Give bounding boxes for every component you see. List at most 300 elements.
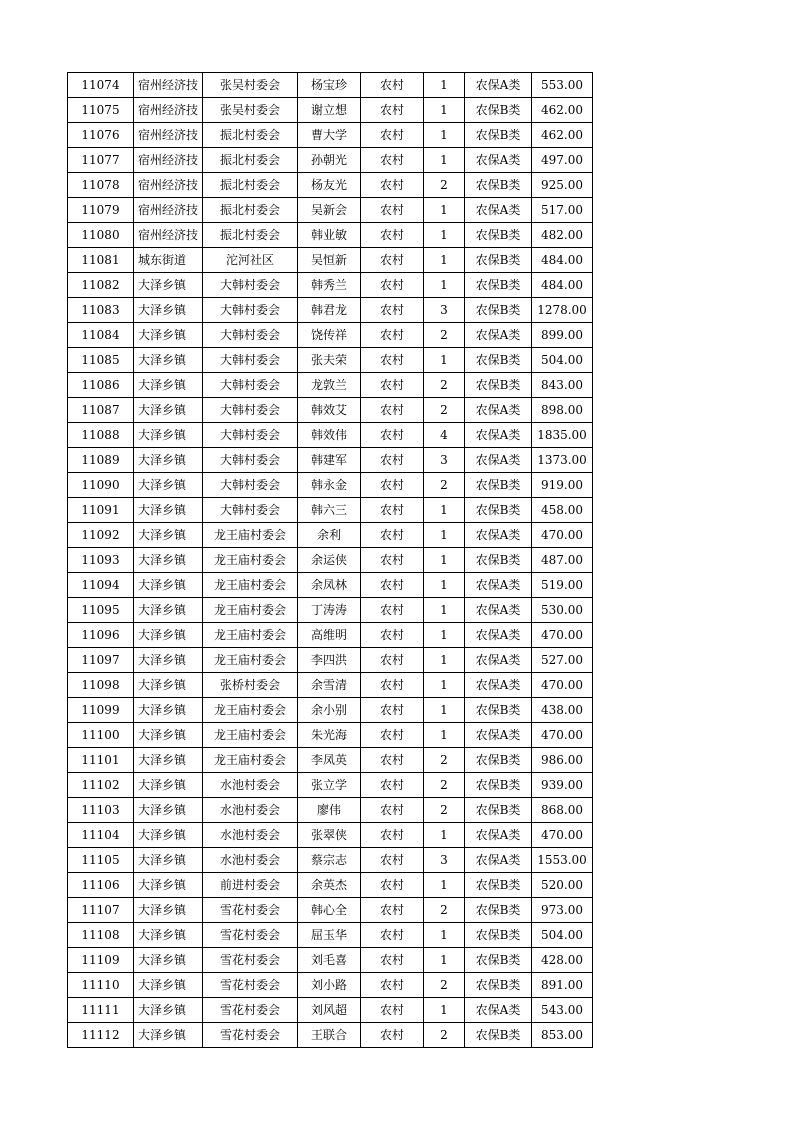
name-cell: 张立学 [298,773,361,798]
village-cell: 振北村委会 [203,223,298,248]
table-row [68,123,593,148]
household-type-cell: 农村 [361,373,424,398]
name-cell: 王联合 [298,1023,361,1048]
insurance-category-cell: 农保B类 [465,698,532,723]
amount-cell: 487.00 [532,548,593,573]
amount-cell: 520.00 [532,873,593,898]
record-id-cell: 11110 [68,973,134,998]
village-cell: 张吴村委会 [203,73,298,98]
household-type-cell: 农村 [361,148,424,173]
person-count-cell: 2 [424,173,465,198]
name-cell: 余小别 [298,698,361,723]
household-type-cell: 农村 [361,998,424,1023]
village-cell: 雪花村委会 [203,948,298,973]
town-cell: 大泽乡镇 [134,973,203,998]
amount-cell: 497.00 [532,148,593,173]
name-cell: 余利 [298,523,361,548]
record-id-cell: 11106 [68,873,134,898]
table-row [68,323,593,348]
person-count-cell: 1 [424,123,465,148]
town-cell: 大泽乡镇 [134,273,203,298]
village-cell: 振北村委会 [203,173,298,198]
name-cell: 吴恒新 [298,248,361,273]
table-row [68,373,593,398]
amount-cell: 484.00 [532,273,593,298]
village-cell: 大韩村委会 [203,348,298,373]
table-row [68,598,593,623]
record-id-cell: 11100 [68,723,134,748]
record-id-cell: 11112 [68,1023,134,1048]
table-row [68,523,593,548]
person-count-cell: 1 [424,548,465,573]
town-cell: 大泽乡镇 [134,898,203,923]
record-id-cell: 11084 [68,323,134,348]
table-row [68,898,593,923]
name-cell: 杨宝珍 [298,73,361,98]
record-id-cell: 11096 [68,623,134,648]
amount-cell: 470.00 [532,723,593,748]
table-row [68,173,593,198]
household-type-cell: 农村 [361,98,424,123]
town-cell: 大泽乡镇 [134,698,203,723]
household-type-cell: 农村 [361,948,424,973]
village-cell: 大韩村委会 [203,398,298,423]
amount-cell: 484.00 [532,248,593,273]
insurance-category-cell: 农保A类 [465,998,532,1023]
roster-body [68,73,593,1048]
name-cell: 韩秀兰 [298,273,361,298]
name-cell: 丁涛涛 [298,598,361,623]
person-count-cell: 1 [424,248,465,273]
insurance-category-cell: 农保B类 [465,1023,532,1048]
insurance-category-cell: 农保B类 [465,348,532,373]
village-cell: 振北村委会 [203,123,298,148]
record-id-cell: 11103 [68,798,134,823]
insurance-category-cell: 农保A类 [465,398,532,423]
town-cell: 大泽乡镇 [134,573,203,598]
record-id-cell: 11085 [68,348,134,373]
person-count-cell: 1 [424,223,465,248]
name-cell: 韩永金 [298,473,361,498]
name-cell: 张翠侠 [298,823,361,848]
record-id-cell: 11074 [68,73,134,98]
town-cell: 大泽乡镇 [134,498,203,523]
amount-cell: 504.00 [532,923,593,948]
person-count-cell: 1 [424,348,465,373]
town-cell: 大泽乡镇 [134,798,203,823]
table-row [68,498,593,523]
name-cell: 韩效艾 [298,398,361,423]
name-cell: 韩业敏 [298,223,361,248]
town-cell: 大泽乡镇 [134,748,203,773]
household-type-cell: 农村 [361,598,424,623]
name-cell: 饶传祥 [298,323,361,348]
record-id-cell: 11111 [68,998,134,1023]
table-row [68,348,593,373]
insurance-category-cell: 农保A类 [465,423,532,448]
household-type-cell: 农村 [361,548,424,573]
roster-table [67,72,593,1048]
amount-cell: 925.00 [532,173,593,198]
table-row [68,548,593,573]
town-cell: 大泽乡镇 [134,648,203,673]
table-row [68,848,593,873]
village-cell: 大韩村委会 [203,498,298,523]
household-type-cell: 农村 [361,348,424,373]
record-id-cell: 11108 [68,923,134,948]
table-row [68,1023,593,1048]
insurance-category-cell: 农保B类 [465,973,532,998]
household-type-cell: 农村 [361,173,424,198]
person-count-cell: 1 [424,273,465,298]
record-id-cell: 11077 [68,148,134,173]
amount-cell: 939.00 [532,773,593,798]
household-type-cell: 农村 [361,73,424,98]
record-id-cell: 11082 [68,273,134,298]
town-cell: 宿州经济技 [134,73,203,98]
record-id-cell: 11104 [68,823,134,848]
person-count-cell: 3 [424,298,465,323]
town-cell: 大泽乡镇 [134,398,203,423]
table-row [68,748,593,773]
record-id-cell: 11098 [68,673,134,698]
insurance-category-cell: 农保A类 [465,198,532,223]
record-id-cell: 11093 [68,548,134,573]
household-type-cell: 农村 [361,673,424,698]
village-cell: 张吴村委会 [203,98,298,123]
amount-cell: 899.00 [532,323,593,348]
insurance-category-cell: 农保A类 [465,823,532,848]
town-cell: 大泽乡镇 [134,948,203,973]
record-id-cell: 11075 [68,98,134,123]
household-type-cell: 农村 [361,873,424,898]
town-cell: 大泽乡镇 [134,623,203,648]
household-type-cell: 农村 [361,773,424,798]
insurance-category-cell: 农保B类 [465,473,532,498]
town-cell: 大泽乡镇 [134,873,203,898]
person-count-cell: 1 [424,598,465,623]
town-cell: 大泽乡镇 [134,1023,203,1048]
table-row [68,198,593,223]
person-count-cell: 1 [424,73,465,98]
record-id-cell: 11097 [68,648,134,673]
town-cell: 大泽乡镇 [134,598,203,623]
village-cell: 振北村委会 [203,198,298,223]
record-id-cell: 11089 [68,448,134,473]
insurance-category-cell: 农保A类 [465,448,532,473]
insurance-category-cell: 农保A类 [465,673,532,698]
town-cell: 宿州经济技 [134,123,203,148]
person-count-cell: 3 [424,848,465,873]
name-cell: 廖伟 [298,798,361,823]
person-count-cell: 1 [424,998,465,1023]
town-cell: 宿州经济技 [134,98,203,123]
insurance-category-cell: 农保A类 [465,623,532,648]
insurance-category-cell: 农保B类 [465,298,532,323]
name-cell: 韩六三 [298,498,361,523]
name-cell: 吴新会 [298,198,361,223]
household-type-cell: 农村 [361,473,424,498]
name-cell: 张夫荣 [298,348,361,373]
insurance-category-cell: 农保B类 [465,98,532,123]
record-id-cell: 11091 [68,498,134,523]
insurance-category-cell: 农保B类 [465,898,532,923]
record-id-cell: 11087 [68,398,134,423]
table-row [68,448,593,473]
person-count-cell: 2 [424,748,465,773]
household-type-cell: 农村 [361,698,424,723]
village-cell: 龙王庙村委会 [203,523,298,548]
village-cell: 水池村委会 [203,773,298,798]
person-count-cell: 1 [424,923,465,948]
name-cell: 屈玉华 [298,923,361,948]
household-type-cell: 农村 [361,123,424,148]
name-cell: 龙敦兰 [298,373,361,398]
household-type-cell: 农村 [361,523,424,548]
table-row [68,723,593,748]
table-row [68,98,593,123]
insurance-category-cell: 农保A类 [465,648,532,673]
person-count-cell: 1 [424,198,465,223]
table-row [68,298,593,323]
village-cell: 雪花村委会 [203,898,298,923]
household-type-cell: 农村 [361,623,424,648]
record-id-cell: 11090 [68,473,134,498]
insurance-category-cell: 农保B类 [465,548,532,573]
household-type-cell: 农村 [361,723,424,748]
amount-cell: 553.00 [532,73,593,98]
insurance-category-cell: 农保B类 [465,498,532,523]
amount-cell: 530.00 [532,598,593,623]
table-row [68,73,593,98]
person-count-cell: 2 [424,898,465,923]
village-cell: 雪花村委会 [203,923,298,948]
table-row [68,973,593,998]
town-cell: 大泽乡镇 [134,423,203,448]
person-count-cell: 2 [424,373,465,398]
amount-cell: 1373.00 [532,448,593,473]
village-cell: 龙王庙村委会 [203,698,298,723]
village-cell: 大韩村委会 [203,298,298,323]
amount-cell: 458.00 [532,498,593,523]
record-id-cell: 11092 [68,523,134,548]
village-cell: 大韩村委会 [203,448,298,473]
household-type-cell: 农村 [361,498,424,523]
amount-cell: 470.00 [532,523,593,548]
person-count-cell: 1 [424,698,465,723]
table-row [68,998,593,1023]
table-row [68,948,593,973]
record-id-cell: 11083 [68,298,134,323]
amount-cell: 919.00 [532,473,593,498]
insurance-category-cell: 农保A类 [465,148,532,173]
town-cell: 大泽乡镇 [134,923,203,948]
name-cell: 刘风超 [298,998,361,1023]
table-row [68,273,593,298]
name-cell: 孙朝光 [298,148,361,173]
town-cell: 城东街道 [134,248,203,273]
amount-cell: 1553.00 [532,848,593,873]
amount-cell: 519.00 [532,573,593,598]
town-cell: 大泽乡镇 [134,373,203,398]
town-cell: 宿州经济技 [134,173,203,198]
table-row [68,823,593,848]
name-cell: 余雪清 [298,673,361,698]
amount-cell: 462.00 [532,123,593,148]
table-row [68,148,593,173]
town-cell: 大泽乡镇 [134,448,203,473]
household-type-cell: 农村 [361,448,424,473]
person-count-cell: 1 [424,523,465,548]
amount-cell: 482.00 [532,223,593,248]
village-cell: 雪花村委会 [203,998,298,1023]
person-count-cell: 2 [424,1023,465,1048]
table-row [68,698,593,723]
insurance-category-cell: 农保B类 [465,248,532,273]
household-type-cell: 农村 [361,898,424,923]
name-cell: 高维明 [298,623,361,648]
name-cell: 余运侠 [298,548,361,573]
insurance-category-cell: 农保A类 [465,573,532,598]
village-cell: 雪花村委会 [203,1023,298,1048]
village-cell: 雪花村委会 [203,973,298,998]
name-cell: 曹大学 [298,123,361,148]
name-cell: 李凤英 [298,748,361,773]
record-id-cell: 11086 [68,373,134,398]
record-id-cell: 11099 [68,698,134,723]
person-count-cell: 1 [424,873,465,898]
record-id-cell: 11109 [68,948,134,973]
village-cell: 龙王庙村委会 [203,548,298,573]
person-count-cell: 1 [424,673,465,698]
record-id-cell: 11095 [68,598,134,623]
village-cell: 振北村委会 [203,148,298,173]
table-row [68,473,593,498]
village-cell: 水池村委会 [203,798,298,823]
name-cell: 韩建军 [298,448,361,473]
town-cell: 大泽乡镇 [134,548,203,573]
village-cell: 龙王庙村委会 [203,648,298,673]
record-id-cell: 11079 [68,198,134,223]
person-count-cell: 4 [424,423,465,448]
household-type-cell: 农村 [361,973,424,998]
person-count-cell: 2 [424,773,465,798]
name-cell: 朱光海 [298,723,361,748]
person-count-cell: 2 [424,398,465,423]
household-type-cell: 农村 [361,848,424,873]
table-row [68,923,593,948]
household-type-cell: 农村 [361,923,424,948]
insurance-category-cell: 农保A类 [465,323,532,348]
insurance-category-cell: 农保A类 [465,598,532,623]
amount-cell: 462.00 [532,98,593,123]
name-cell: 余英杰 [298,873,361,898]
town-cell: 大泽乡镇 [134,723,203,748]
household-type-cell: 农村 [361,823,424,848]
record-id-cell: 11078 [68,173,134,198]
person-count-cell: 2 [424,798,465,823]
town-cell: 大泽乡镇 [134,848,203,873]
village-cell: 龙王庙村委会 [203,598,298,623]
insurance-category-cell: 农保A类 [465,848,532,873]
town-cell: 大泽乡镇 [134,348,203,373]
amount-cell: 1278.00 [532,298,593,323]
amount-cell: 1835.00 [532,423,593,448]
name-cell: 余凤林 [298,573,361,598]
town-cell: 宿州经济技 [134,148,203,173]
name-cell: 刘毛喜 [298,948,361,973]
village-cell: 大韩村委会 [203,323,298,348]
insurance-category-cell: 农保B类 [465,798,532,823]
village-cell: 龙王庙村委会 [203,748,298,773]
person-count-cell: 1 [424,573,465,598]
town-cell: 大泽乡镇 [134,473,203,498]
person-count-cell: 1 [424,623,465,648]
table-row [68,873,593,898]
town-cell: 大泽乡镇 [134,323,203,348]
household-type-cell: 农村 [361,323,424,348]
table-row [68,423,593,448]
town-cell: 宿州经济技 [134,198,203,223]
amount-cell: 853.00 [532,1023,593,1048]
insurance-category-cell: 农保B类 [465,373,532,398]
village-cell: 大韩村委会 [203,273,298,298]
town-cell: 大泽乡镇 [134,523,203,548]
village-cell: 大韩村委会 [203,423,298,448]
person-count-cell: 1 [424,98,465,123]
amount-cell: 438.00 [532,698,593,723]
person-count-cell: 1 [424,498,465,523]
town-cell: 大泽乡镇 [134,673,203,698]
household-type-cell: 农村 [361,573,424,598]
amount-cell: 504.00 [532,348,593,373]
household-type-cell: 农村 [361,398,424,423]
insurance-category-cell: 农保B类 [465,173,532,198]
household-type-cell: 农村 [361,198,424,223]
record-id-cell: 11102 [68,773,134,798]
table-row [68,223,593,248]
amount-cell: 843.00 [532,373,593,398]
person-count-cell: 2 [424,473,465,498]
amount-cell: 470.00 [532,673,593,698]
insurance-category-cell: 农保B类 [465,948,532,973]
person-count-cell: 2 [424,323,465,348]
record-id-cell: 11105 [68,848,134,873]
person-count-cell: 1 [424,148,465,173]
village-cell: 沱河社区 [203,248,298,273]
insurance-category-cell: 农保B类 [465,123,532,148]
household-type-cell: 农村 [361,1023,424,1048]
insurance-category-cell: 农保B类 [465,223,532,248]
table-row [68,398,593,423]
household-type-cell: 农村 [361,423,424,448]
record-id-cell: 11080 [68,223,134,248]
amount-cell: 973.00 [532,898,593,923]
household-type-cell: 农村 [361,248,424,273]
name-cell: 韩心全 [298,898,361,923]
household-type-cell: 农村 [361,298,424,323]
town-cell: 大泽乡镇 [134,773,203,798]
village-cell: 大韩村委会 [203,373,298,398]
amount-cell: 470.00 [532,623,593,648]
town-cell: 大泽乡镇 [134,298,203,323]
person-count-cell: 2 [424,973,465,998]
record-id-cell: 11081 [68,248,134,273]
village-cell: 张桥村委会 [203,673,298,698]
person-count-cell: 1 [424,648,465,673]
table-row [68,573,593,598]
table-row [68,623,593,648]
